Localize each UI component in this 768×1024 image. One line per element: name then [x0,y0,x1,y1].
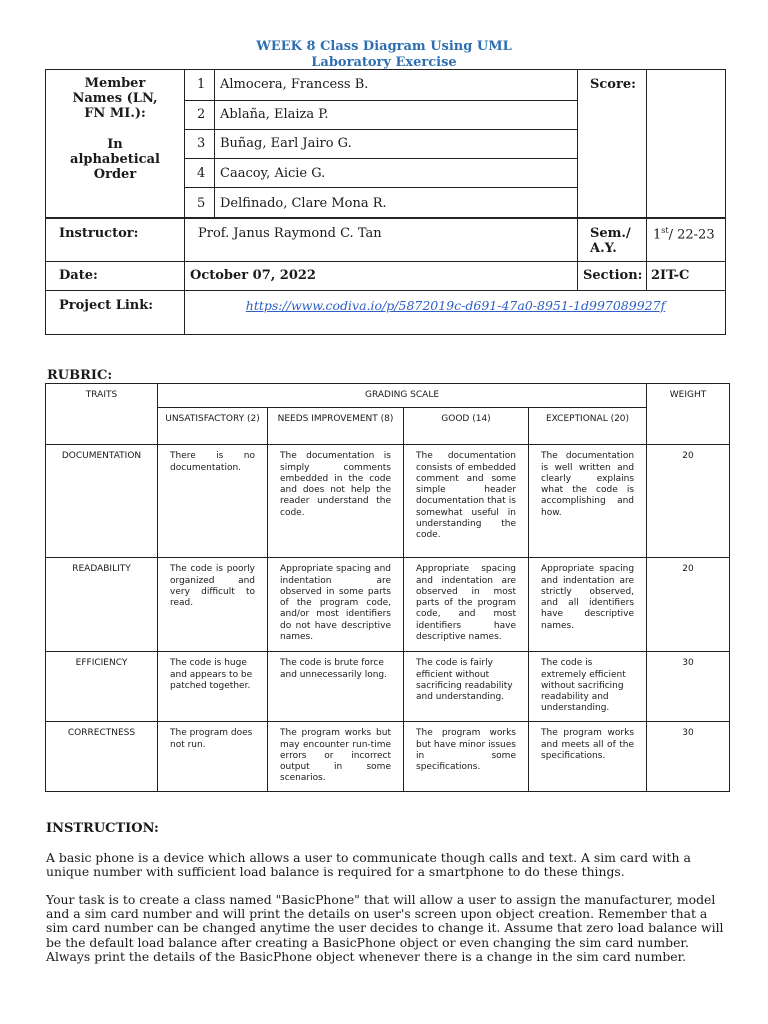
level-header: NEEDS IMPROVEMENT (8) [268,408,404,445]
rubric-cell: The documentation is well written and clearly explains what the code is accomplishing and how. [529,445,647,558]
trait-name: CORRECTNESS [46,722,158,792]
rubric-cell: The program works but have minor issues in some specifications. [404,722,529,792]
rubric-cell: The code is brute force and unnecessarily long. [268,652,404,722]
divider [45,217,726,219]
rubric-cell: The code is fairly efficient without sacrificing readability and understanding. [404,652,529,722]
member-number: 2 [197,107,206,122]
rubric-cell: There is no documentation. [158,445,268,558]
rubric-cell: The documentation consists of embedded comment and some simple header documentation that is somewhat useful in understanding the code. [404,445,529,558]
rubric-cell: Appropriate spacing and indentation are observed in most parts of the program code, and most identifiers have descriptive names. [404,558,529,652]
divider [646,218,647,290]
date-label: Date: [59,268,98,283]
level-header: UNSATISFACTORY (2) [158,408,268,445]
member-names-label: Member Names (LN, FN MI.): [72,76,158,121]
divider [646,69,647,218]
info-table [45,69,726,335]
rubric-cell: The program works but may encounter run-time errors or incorrect output in some scenarios. [268,722,404,792]
project-link[interactable] [185,298,726,314]
grading-scale-header: GRADING SCALE [158,384,647,408]
member-name: Buñag, Earl Jairo G. [220,136,352,151]
rubric-label: RUBRIC: [47,368,113,383]
rubric-row [46,652,730,722]
section-label: Section: [583,268,643,283]
weight-value: 20 [647,558,730,652]
rubric-cell: The code is huge and appears to be patched together. [158,652,268,722]
rubric-cell: The documentation is simply comments embedded in the code and does not help the reader understand the code. [268,445,404,558]
instructor-value: Prof. Janus Raymond C. Tan [198,226,382,241]
trait-name: READABILITY [46,558,158,652]
instruction-paragraph-2: Your task is to create a class named "BasicPhone" that will allow a user to assign the manufacturer, model and a sim card number and will print the details on user's screen upon object creation. Remember that a sim card number can be changed anytime the user decides to change it. Assume that zero load balance will be the default load balance after creating a BasicPhone object or even changing the sim card number. Always print the details of the BasicPhone object whenever there is a change in the sim card number. [46,892,724,964]
divider [45,261,726,262]
member-name: Ablaña, Elaiza P. [220,107,329,122]
member-name: Delfinado, Clare Mona R. [220,196,387,211]
score-label: Score: [590,77,636,92]
weight-value: 30 [647,722,730,792]
member-name: Caacoy, Aicie G. [220,166,326,181]
divider [45,290,726,291]
rubric-cell: Appropriate spacing and indentation are strictly observed, and all identifiers have descriptive names. [529,558,647,652]
member-number: 4 [197,166,206,181]
level-header: GOOD (14) [404,408,529,445]
rubric-row [46,445,730,558]
member-number: 1 [197,77,206,92]
rubric-cell: The code is extremely efficient without sacrificing readability and understanding. [529,652,647,722]
sem-label: Sem./ A.Y. [590,226,631,256]
weight-value: 30 [647,652,730,722]
trait-name: EFFICIENCY [46,652,158,722]
trait-name: DOCUMENTATION [46,445,158,558]
rubric-cell: Appropriate spacing and indentation are observed in some parts of the program code, and/or most identifiers do not have descriptive names. [268,558,404,652]
date-value: October 07, 2022 [190,268,316,283]
sem-value: 1st/ 22-23 [653,226,715,243]
divider [184,69,185,335]
document-title: WEEK 8 Class Diagram Using UML [256,39,512,54]
level-header: EXCEPTIONAL (20) [529,408,647,445]
member-number: 3 [197,136,206,151]
weight-header: WEIGHT [647,384,730,445]
rubric-row [46,722,730,792]
alphabetical-order-label: In alphabetical Order [70,137,160,182]
section-value: 2IT-C [651,268,690,283]
project-link-label: Project Link: [59,298,154,313]
divider [184,158,578,159]
instruction-paragraph-1: A basic phone is a device which allows a user to communicate though calls and text. A sim card with a unique number with sufficient load balance is required for a smartphone to do these things. [46,850,691,880]
rubric-cell: The code is poorly organized and very difficult to read. [158,558,268,652]
rubric-cell: The program works and meets all of the specifications. [529,722,647,792]
traits-header: TRAITS [46,384,158,445]
rubric-row [46,558,730,652]
divider [184,100,578,101]
document-subtitle: Laboratory Exercise [311,55,457,70]
divider [214,69,215,218]
project-url[interactable]: https://www.codiva.io/p/5872019c-d691-47a0-8951-1d997089927f [245,298,666,313]
instruction-heading: INSTRUCTION: [46,821,159,836]
rubric-cell: The program does not run. [158,722,268,792]
instructor-label: Instructor: [59,226,139,241]
rubric-table [45,383,730,792]
member-name: Almocera, Francess B. [220,77,369,92]
divider [184,129,578,130]
member-number: 5 [197,196,206,211]
divider [577,69,578,290]
weight-value: 20 [647,445,730,558]
divider [184,187,578,188]
